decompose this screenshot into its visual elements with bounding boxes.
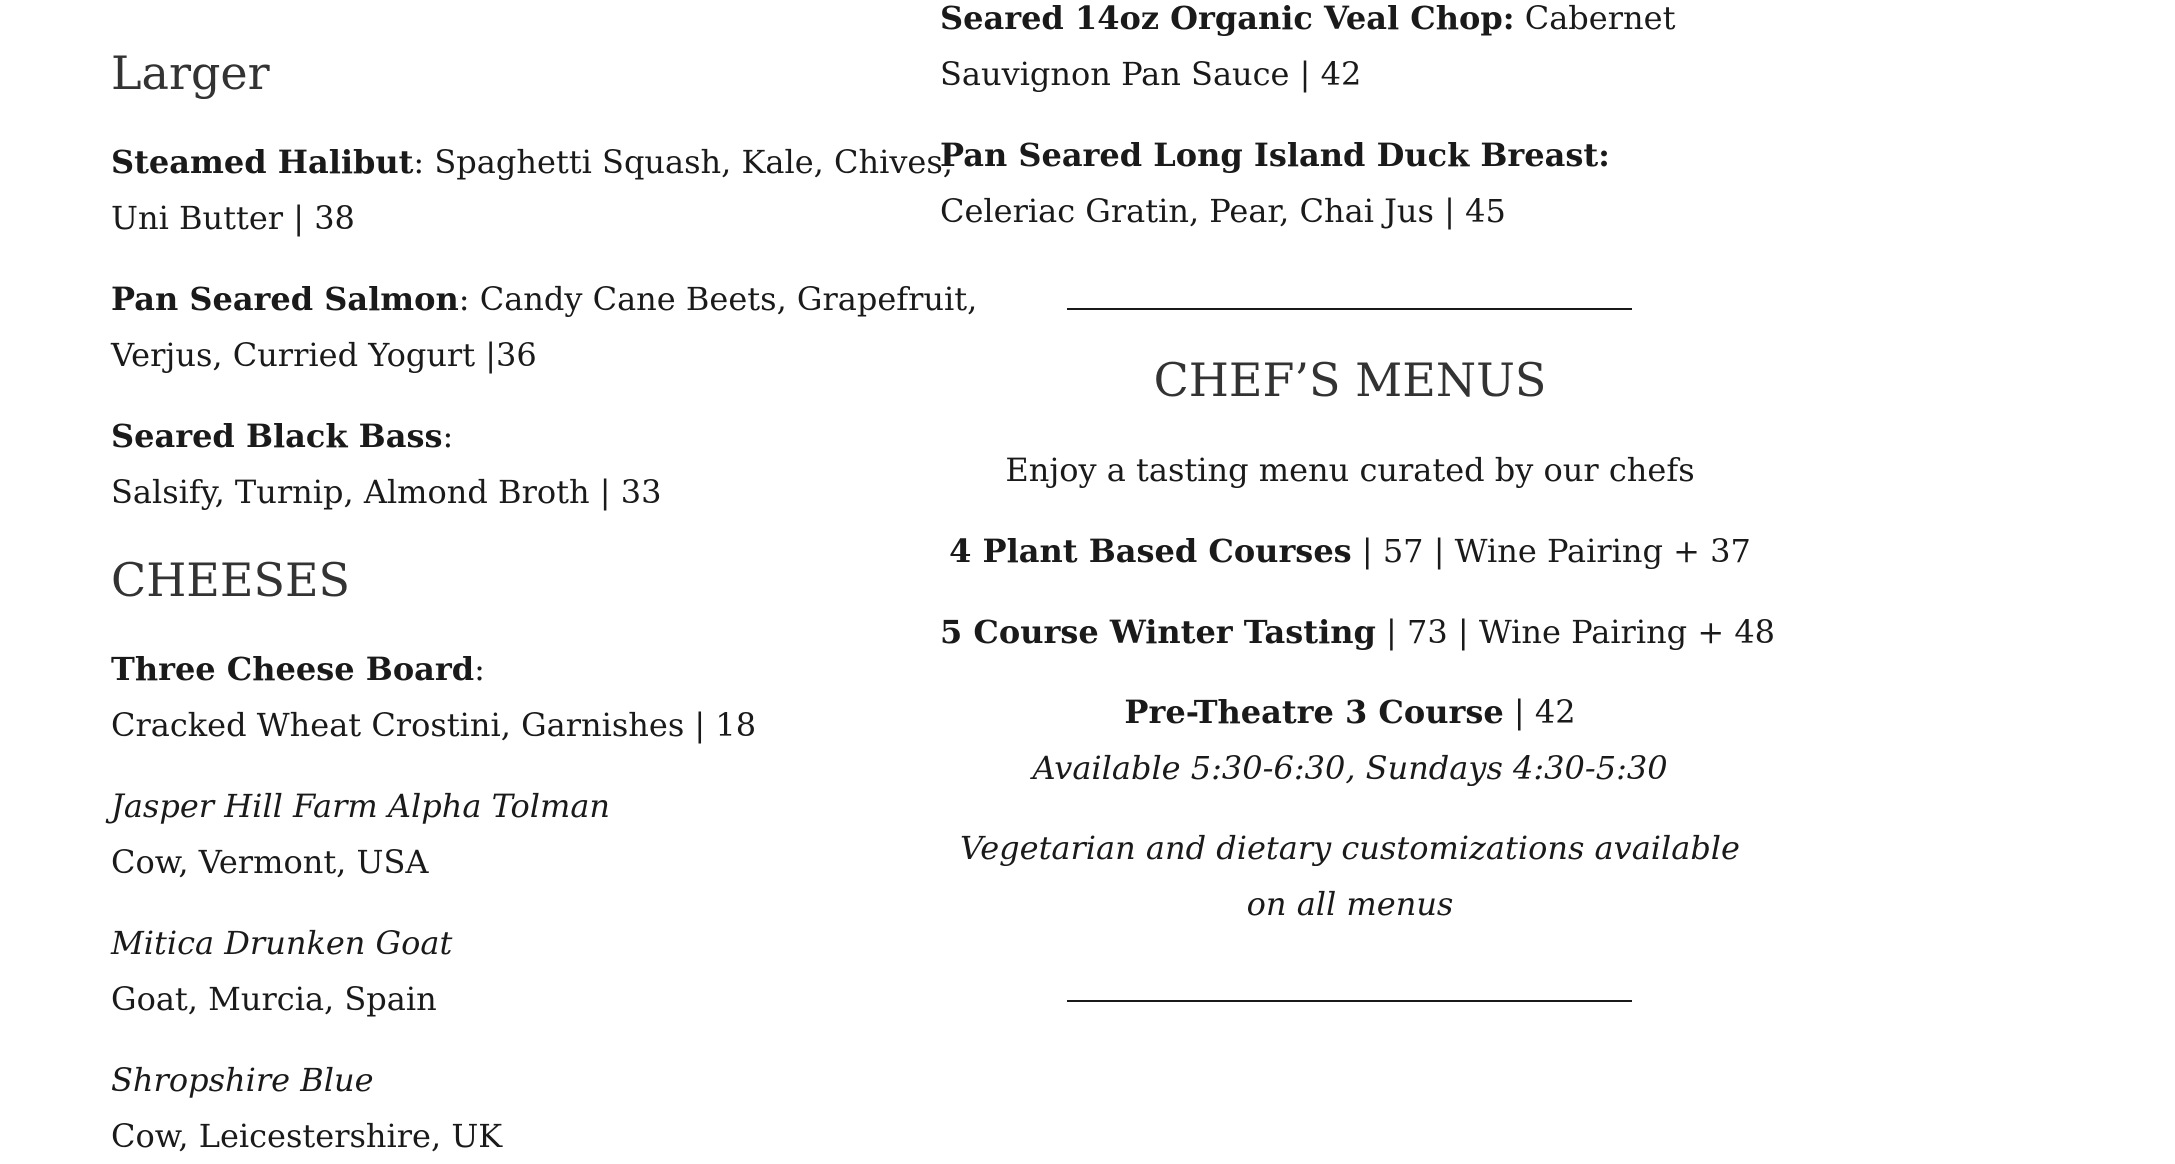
item-name: Three Cheese Board <box>111 650 475 688</box>
tasting-course <box>940 523 1760 579</box>
course-detail: | 42 <box>1503 693 1576 731</box>
item-name: Steamed Halibut <box>111 143 414 181</box>
chefs-intro: Enjoy a tasting menu curated by our chefs <box>1005 451 1695 489</box>
course-name: Pre-Theatre 3 Course <box>1124 693 1504 731</box>
divider <box>1067 308 1632 310</box>
item-description: Uni Butter | 38 <box>111 199 355 237</box>
menu-item: Steamed Halibut: Spaghetti Squash, Kale, Chives, Uni Butter | 38 <box>111 143 953 237</box>
tasting-course <box>940 684 1760 796</box>
section-heading-chefs-menus: CHEF’S MENUS <box>1153 353 1547 407</box>
cheese-name: Jasper Hill Farm Alpha Tolman <box>111 787 610 825</box>
course-detail: | 57 | Wine Pairing + 37 <box>1351 532 1751 570</box>
item-name: Seared 14oz Organic Veal Chop: <box>940 0 1515 37</box>
menu-item: Three Cheese Board: Cracked Wheat Crostini, Garnishes | 18 <box>111 650 757 744</box>
course-name: 5 Course Winter Tasting <box>940 613 1376 651</box>
item-description: Celeriac Gratin, Pear, Chai Jus | 45 <box>940 192 1506 230</box>
section-heading-larger: Larger <box>111 46 270 100</box>
menu-item: Pan Seared Salmon: Candy Cane Beets, Grapefruit, Verjus, Curried Yogurt |36 <box>111 280 978 374</box>
cheese-item <box>111 915 452 1027</box>
dietary-note: Vegetarian and dietary customizations available on all menus <box>960 829 1740 923</box>
course-name: 4 Plant Based Courses <box>949 532 1352 570</box>
cut-off-line <box>111 0 121 4</box>
cheese-item <box>111 778 610 890</box>
item-description: Verjus, Curried Yogurt |36 <box>111 336 537 374</box>
cheese-origin: Cow, Leicestershire, UK <box>111 1117 503 1155</box>
menu-item <box>940 127 1610 239</box>
item-description: Sauvignon Pan Sauce | 42 <box>940 55 1362 93</box>
divider <box>1067 1000 1632 1002</box>
item-description: Salsify, Turnip, Almond Broth | 33 <box>111 473 662 511</box>
cheese-item <box>111 1052 502 1164</box>
cheese-origin: Goat, Murcia, Spain <box>111 980 437 1018</box>
menu-item: Seared Black Bass: Salsify, Turnip, Almond Broth | 33 <box>111 417 662 511</box>
tasting-course <box>940 604 1776 660</box>
item-name: Seared Black Bass <box>111 417 443 455</box>
item-name: Pan Seared Salmon <box>111 280 459 318</box>
menu-item: Seared 14oz Organic Veal Chop: Cabernet Sauvignon Pan Sauce | 42 <box>940 0 1676 93</box>
item-name: Pan Seared Long Island Duck Breast: <box>940 136 1610 174</box>
availability-note: Available 5:30-6:30, Sundays 4:30-5:30 <box>1032 749 1668 787</box>
section-heading-cheeses: CHEESES <box>111 553 351 607</box>
cheese-name: Shropshire Blue <box>111 1061 374 1099</box>
item-description: Cracked Wheat Crostini, Garnishes | 18 <box>111 706 757 744</box>
cheese-name: Mitica Drunken Goat <box>111 924 453 962</box>
cheese-origin: Cow, Vermont, USA <box>111 843 429 881</box>
course-detail: | 73 | Wine Pairing + 48 <box>1375 613 1776 651</box>
